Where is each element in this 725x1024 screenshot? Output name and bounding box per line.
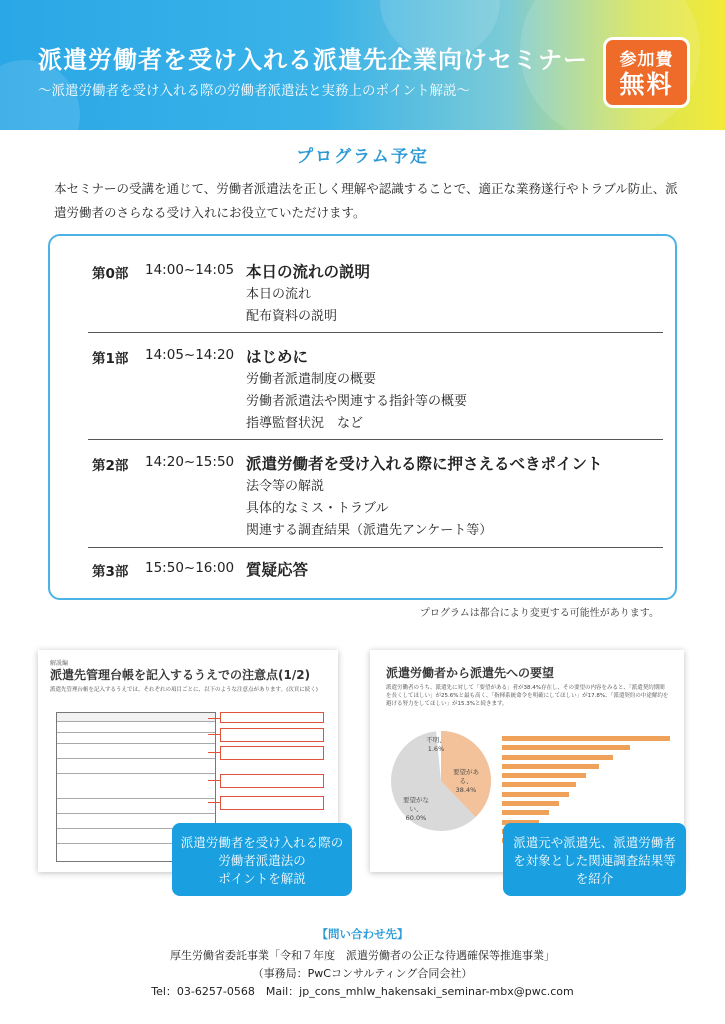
part-divider [88, 439, 663, 440]
form-row [57, 759, 215, 774]
callout-line: を紹介 [575, 871, 614, 886]
part-item: 関連する調査結果（派遣先アンケート等） [246, 523, 493, 538]
form-row [57, 744, 215, 759]
pie-label-unknown: 不明、1.6% [426, 736, 446, 753]
part-item: 労働者派遣制度の概要 [246, 372, 377, 387]
part-items [246, 476, 492, 542]
part-number: 第0部 [92, 266, 129, 282]
form-row [57, 733, 215, 744]
part-title: 質疑応答 [246, 561, 309, 579]
fee-label: 参加費 [619, 50, 674, 70]
bar [502, 773, 586, 778]
part-items [246, 369, 467, 435]
form-row [57, 774, 215, 799]
bar [502, 736, 670, 741]
callout-connector [208, 718, 220, 719]
callout-line: ポイントを解説 [218, 871, 306, 886]
callout-connector [208, 780, 220, 781]
bar [502, 782, 576, 787]
form-row [57, 722, 215, 733]
pie-label-no-request: 要望がない、60.0% [403, 796, 429, 822]
bar [502, 755, 613, 760]
part-time: 14:20~15:50 [145, 454, 235, 470]
sample-title: 派遣労働者から派遣先への要望 [386, 666, 555, 680]
part-item: 具体的なミス・トラブル [246, 501, 389, 516]
part-items [246, 284, 337, 328]
program-section-title: プログラム予定 [296, 147, 429, 167]
form-row [57, 713, 215, 722]
bar [502, 792, 569, 797]
bar [502, 801, 559, 806]
contact-tel-mail: Tel：03-6257-0568 Mail：jp_cons_mhlw_hakensaki_seminar-mbx@pwc.com [151, 985, 574, 998]
part-divider [88, 332, 663, 333]
part-item: 本日の流れ [246, 287, 312, 302]
part-title: はじめに [246, 348, 309, 366]
program-box [48, 234, 677, 600]
header-banner [0, 0, 725, 130]
pie-label-has-request: 要望がある、38.4% [453, 768, 479, 794]
sample-tag: 解説編 [50, 660, 69, 667]
caution-callout [220, 712, 324, 723]
form-row [57, 799, 215, 814]
survey-explanation-callout [503, 823, 686, 896]
part-item: 法令等の解説 [246, 479, 325, 494]
callout-connector [208, 734, 220, 735]
callout-connector [208, 752, 220, 753]
program-change-note: プログラムは都合により変更する可能性があります。 [419, 608, 659, 619]
part-number: 第3部 [92, 564, 129, 580]
callout-line: を対象とした関連調査結果等 [513, 853, 676, 868]
part-item: 指導監督状況 など [246, 416, 364, 431]
caution-callout [220, 774, 324, 788]
part-divider [88, 547, 663, 548]
fee-value: 無料 [619, 70, 674, 99]
sample-title: 派遣先管理台帳を記入するうえでの注意点(1/2) [50, 668, 311, 682]
contact-title: 【問い合わせ先】 [316, 927, 409, 941]
bar [502, 745, 630, 750]
caution-callout [220, 728, 324, 742]
contact-secretariat: （事務局：PwCコンサルティング合同会社） [252, 967, 473, 980]
program-intro: 本セミナーの受講を通じて、労働者派遣法を正しく理解や認識することで、適正な業務遂行やトラブル防止、派遣労働者のさらなる受け入れにお役立ていただけます。 [54, 181, 678, 220]
sample-description: 派遣労働者のうち、派遣先に対して「要望がある」者が38.4%存在し、その要望の内容をみると、「派遣契約期間を長くしてほしい」が25.6%と最も高く、「指揮系統命令を明確にしてほしい」が17.8%、「派遣契約の中途解約を避ける努力をしてほしい」が15.3%と続きます。 [386, 685, 669, 707]
bar [502, 810, 549, 815]
part-time: 15:50~16:00 [145, 560, 235, 576]
callout-line: 労働者派遣法の [218, 853, 306, 868]
caution-callout [220, 796, 324, 810]
callout-connector [208, 802, 220, 803]
part-item: 労働者派遣法や関連する指針等の概要 [246, 394, 468, 409]
callout-line: 派遣労働者を受け入れる際の [180, 835, 344, 850]
bar [502, 764, 599, 769]
part-number: 第2部 [92, 458, 129, 474]
part-title: 本日の流れの説明 [246, 263, 371, 281]
seminar-subtitle: 〜派遣労働者を受け入れる際の労働者派遣法と実務上のポイント解説〜 [38, 83, 470, 99]
caution-callout [220, 746, 324, 760]
sample-description: 派遣先管理台帳を記入するうえでは、それぞれの項目ごとに、以下のような注意点があります。(次頁に続く) [50, 687, 318, 693]
part-title: 派遣労働者を受け入れる際に押さえるべきポイント [246, 455, 603, 473]
part-time: 14:05~14:20 [145, 347, 235, 363]
part-number: 第1部 [92, 351, 129, 367]
seminar-title: 派遣労働者を受け入れる派遣先企業向けセミナー [38, 46, 588, 74]
contact-project: 厚生労働省委託事業「令和７年度 派遣労働者の公正な待遇確保等推進事業」 [170, 949, 555, 962]
part-item: 配布資料の説明 [246, 309, 338, 324]
part-time: 14:00~14:05 [145, 262, 235, 278]
free-fee-badge [603, 37, 690, 108]
callout-line: 派遣元や派遣先、派遣労働者 [513, 835, 676, 850]
ledger-explanation-callout [172, 823, 352, 896]
